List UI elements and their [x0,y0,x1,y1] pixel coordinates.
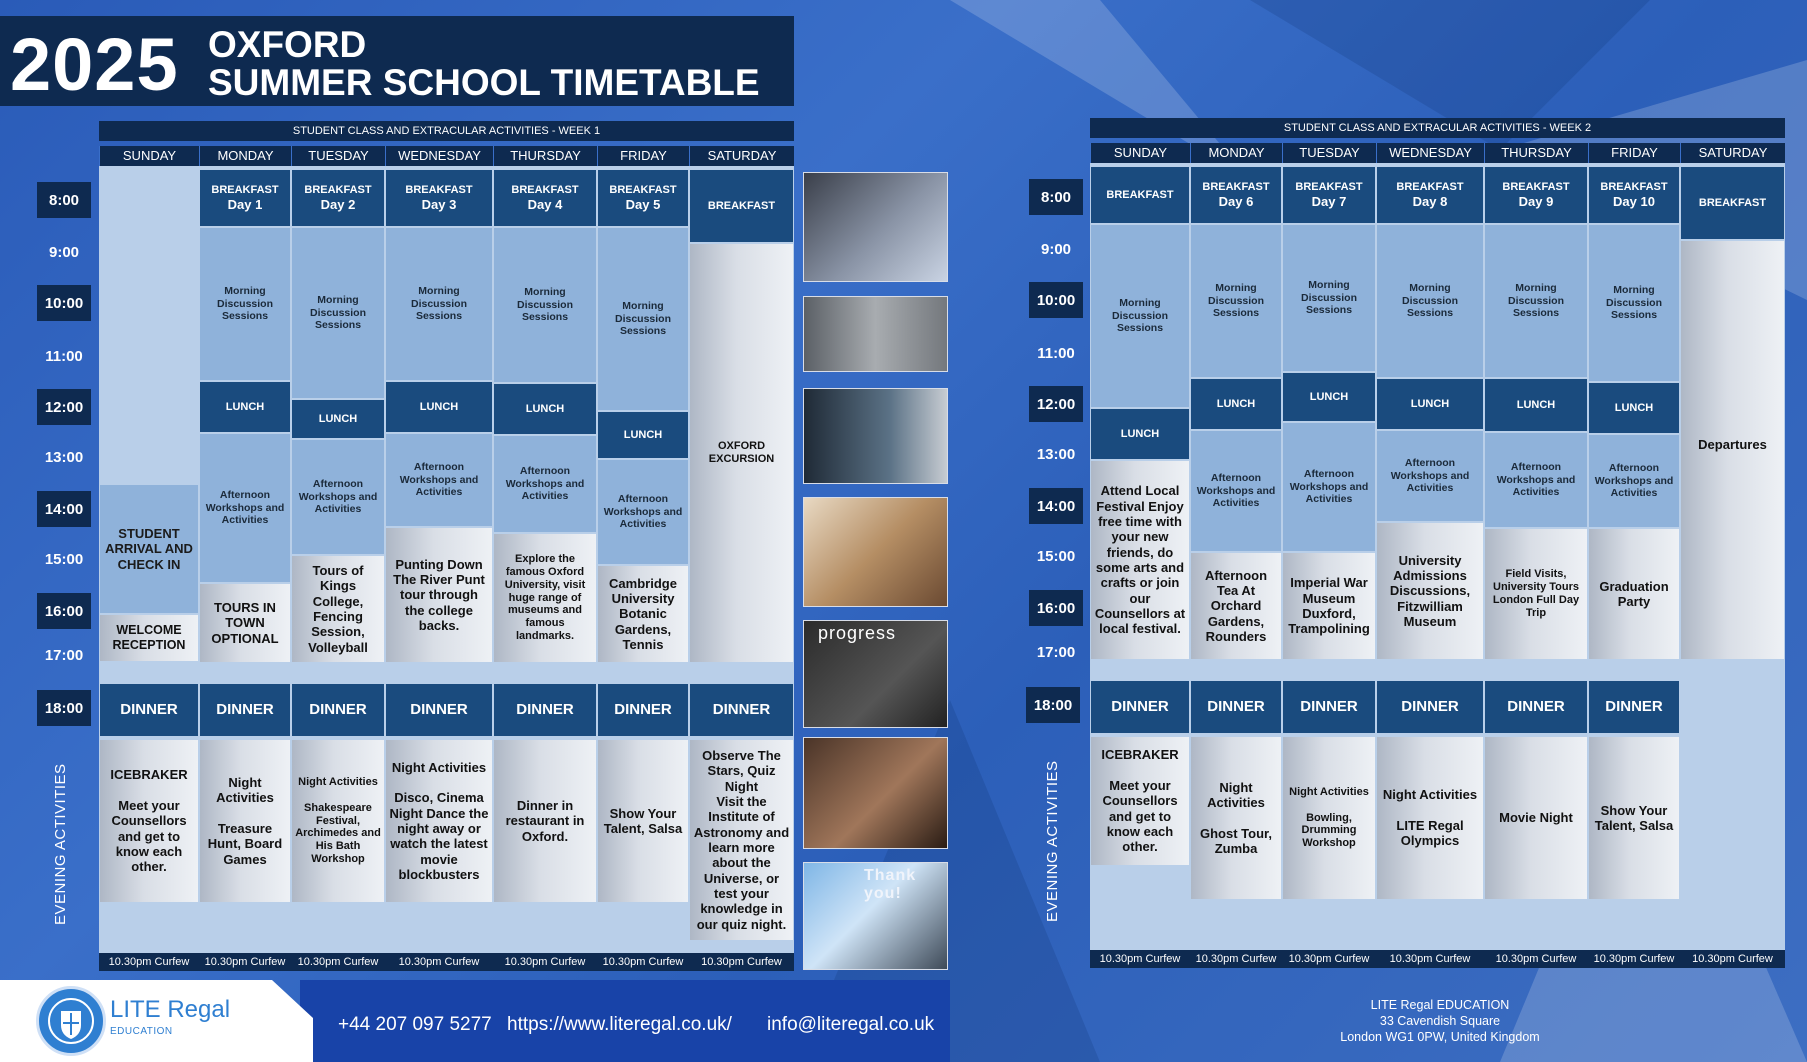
curfew-label: 10.30pm Curfew [493,953,597,971]
breakfast-label: BREAKFAST [405,183,473,196]
time-label: 15:00 [1036,547,1076,565]
breakfast-cell [1191,167,1281,223]
time-label: 13:00 [44,448,84,466]
title-line-1: OXFORD [208,24,367,65]
afternoon-session: Afternoon Workshops and Activities [1589,435,1679,527]
title-banner [0,16,794,106]
afternoon-session: Afternoon Workshops and Activities [598,460,688,564]
day-header: SATURDAY [1680,143,1785,163]
evening-cell: Night Activities Bowling, Drumming Workshop [1283,737,1375,899]
afternoon-session: Afternoon Workshops and Activities [494,436,596,532]
evening-cell: ICEBRAKER Meet your Counsellors and get to know each other. [1091,737,1189,865]
dinner-cell: DINNER [1091,681,1189,733]
morning-session: Morning Discussion Sessions [200,228,290,380]
breakfast-label: BREAKFAST [211,183,279,196]
address-line: London WG1 0PW, United Kingdom [1340,1030,1540,1044]
photo-vr-headset [803,388,948,484]
breakfast-cell [598,170,688,226]
footer-address [1280,997,1600,1045]
sunday-festival: Attend Local Festival Enjoy free time with your new friends, do some arts and crafts or join our Counsellors at local festival. [1091,461,1189,659]
week1-heading: STUDENT CLASS AND EXTRACULAR ACTIVITIES - WEEK 1 [99,121,794,141]
curfew-label: 10.30pm Curfew [1282,950,1376,968]
breakfast-label: BREAKFAST [609,183,677,196]
morning-session: Morning Discussion Sessions [598,228,688,410]
morning-session: Morning Discussion Sessions [386,228,492,380]
evening-cell: ICEBRAKER Meet your Counsellors and get to know each other. [100,740,198,902]
time-label: 17:00 [1036,643,1076,661]
dinner-cell: DINNER [690,684,793,736]
day-number: Day 1 [227,196,263,212]
activity-cell: Graduation Party [1589,529,1679,659]
curfew-label: 10.30pm Curfew [291,953,385,971]
logo-emblem-icon [36,986,106,1056]
time-label: 11:00 [1037,344,1075,362]
dinner-cell: DINNER [292,684,384,736]
lunch-cell: LUNCH [1283,373,1375,421]
day-number: Day 4 [527,196,563,212]
breakfast-label: BREAKFAST [1295,180,1363,193]
address-line: LITE Regal EDUCATION [1370,998,1510,1012]
website-link[interactable]: https://www.literegal.co.uk/ [507,1014,732,1035]
evening-cell: Movie Night [1485,737,1587,899]
lunch-cell: LUNCH [494,384,596,434]
time-label: 13:00 [1036,445,1076,463]
activity-cell: Afternoon Tea At Orchard Gardens, Rounders [1191,553,1281,659]
curfew-label: 10.30pm Curfew [1376,950,1484,968]
time-label: 12:00 [37,389,91,425]
breakfast-cell [1485,167,1587,223]
dinner-cell: DINNER [1377,681,1483,733]
time-label: 8:00 [1029,179,1083,215]
time-label: 8:00 [37,182,91,218]
time-label: 18:00 [1026,687,1080,723]
lunch-cell: LUNCH [386,382,492,432]
day-header: SATURDAY [689,146,794,166]
saturday-excursion: OXFORD EXCURSION [690,244,793,662]
curfew-label: 10.30pm Curfew [385,953,493,971]
morning-session: Morning Discussion Sessions [1283,225,1375,371]
breakfast-cell [1377,167,1483,223]
day-header: FRIDAY [597,146,689,166]
activity-cell: University Admissions Discussions, Fitzwilliam Museum [1377,523,1483,659]
day-number: Day 7 [1311,193,1347,209]
lunch-cell: LUNCH [598,412,688,458]
curfew-label: 10.30pm Curfew [1090,950,1190,968]
morning-session: Morning Discussion Sessions [1589,225,1679,381]
activity-cell: TOURS IN TOWN OPTIONAL [200,584,290,662]
day-header: WEDNESDAY [1376,143,1484,163]
day-header: TUESDAY [1282,143,1376,163]
day-header: WEDNESDAY [385,146,493,166]
logo-subtitle: EDUCATION [110,1026,173,1037]
lunch-cell: LUNCH [200,382,290,432]
day-header: SUNDAY [1090,143,1190,163]
breakfast-cell [1283,167,1375,223]
time-label: 16:00 [1029,590,1083,626]
afternoon-session: Afternoon Workshops and Activities [292,440,384,554]
dinner-cell: DINNER [100,684,198,736]
breakfast-label: BREAKFAST [511,183,579,196]
photo-students-model [803,497,948,607]
afternoon-session: Afternoon Workshops and Activities [1377,431,1483,521]
afternoon-session: Afternoon Workshops and Activities [1283,423,1375,551]
morning-session: Morning Discussion Sessions [1191,225,1281,377]
phone-number[interactable]: +44 207 097 5277 [338,1014,492,1035]
lunch-cell: LUNCH [1377,379,1483,429]
breakfast-label: BREAKFAST [1502,180,1570,193]
day-number: Day 10 [1613,193,1655,209]
dinner-cell: DINNER [1589,681,1679,733]
activity-cell: Tours of Kings College, Fencing Session, Volleyball [292,556,384,662]
evening-cell: Observe The Stars, Quiz Night Visit the Institute of Astronomy and learn more about the Universe, or test your knowledge in our quiz night. [690,740,793,940]
time-label: 10:00 [1029,282,1083,318]
time-label: 15:00 [44,550,84,568]
dinner-cell: DINNER [386,684,492,736]
time-label: 9:00 [48,243,80,261]
dinner-cell: DINNER [1191,681,1281,733]
time-label: 14:00 [37,491,91,527]
breakfast-label: BREAKFAST [304,183,372,196]
breakfast-cell: BREAKFAST [1091,167,1189,223]
day-number: Day 2 [320,196,356,212]
day-header: FRIDAY [1588,143,1680,163]
day-header: THURSDAY [1484,143,1588,163]
curfew-label: 10.30pm Curfew [597,953,689,971]
curfew-label: 10.30pm Curfew [1190,950,1282,968]
photo-workshop [803,296,948,372]
curfew-label: 10.30pm Curfew [1484,950,1588,968]
morning-session: Morning Discussion Sessions [1091,225,1189,407]
afternoon-session: Afternoon Workshops and Activities [386,434,492,526]
lunch-cell: LUNCH [292,400,384,438]
day-header: TUESDAY [291,146,385,166]
sunday-arrival: STUDENT ARRIVAL AND CHECK IN [100,485,198,613]
day-number: Day 9 [1518,193,1554,209]
title-line-2: SUMMER SCHOOL TIMETABLE [208,62,760,103]
day-number: Day 6 [1218,193,1254,209]
breakfast-label: BREAKFAST [1202,180,1270,193]
morning-session: Morning Discussion Sessions [1377,225,1483,377]
dinner-cell: DINNER [494,684,596,736]
evening-cell: Night Activities Treasure Hunt, Board Games [200,740,290,902]
activity-cell: Cambridge University Botanic Gardens, Tennis [598,566,688,662]
evening-activities-label: EVENING ACTIVITIES [1044,760,1061,922]
day-number: Day 3 [421,196,457,212]
day-header: THURSDAY [493,146,597,166]
photo-robotics [803,620,948,728]
dinner-cell: DINNER [200,684,290,736]
day-number: Day 8 [1412,193,1448,209]
lunch-cell: LUNCH [1191,379,1281,429]
photo-certificate [803,862,948,970]
activity-cell: Punting Down The River Punt tour through the college backs. [386,528,492,662]
time-label: 14:00 [1029,488,1083,524]
email-link[interactable]: info@literegal.co.uk [767,1014,935,1035]
morning-session: Morning Discussion Sessions [292,228,384,398]
evening-cell: Night Activities Ghost Tour, Zumba [1191,737,1281,899]
evening-cell: Night Activities Shakespeare Festival, Archimedes and His Bath Workshop [292,740,384,902]
morning-session: Morning Discussion Sessions [494,228,596,382]
lunch-cell: LUNCH [1589,383,1679,433]
time-label: 12:00 [1029,386,1083,422]
evening-cell: Show Your Talent, Salsa [1589,737,1679,899]
curfew-label: 10.30pm Curfew [99,953,199,971]
breakfast-cell [292,170,384,226]
address-line: 33 Cavendish Square [1379,1014,1501,1028]
breakfast-cell [386,170,492,226]
breakfast-cell [200,170,290,226]
day-number: Day 5 [625,196,661,212]
thank-you-text: Thank you! [864,867,917,902]
afternoon-session: Afternoon Workshops and Activities [1191,431,1281,551]
dinner-cell: DINNER [1485,681,1587,733]
week2-heading: STUDENT CLASS AND EXTRACULAR ACTIVITIES - WEEK 2 [1090,118,1785,138]
activity-cell: Explore the famous Oxford University, visit huge range of museums and famous landmarks. [494,534,596,662]
time-label: 11:00 [45,347,83,365]
evening-cell: Night Activities Disco, Cinema Night Dance the night away or watch the latest movie blockbusters [386,740,492,902]
evening-cell: Dinner in restaurant in Oxford. [494,740,596,902]
breakfast-cell: BREAKFAST [1681,167,1784,239]
time-label: 17:00 [44,646,84,664]
photo-classroom [803,172,948,282]
breakfast-cell [494,170,596,226]
day-header: MONDAY [1190,143,1282,163]
day-header: SUNDAY [99,146,199,166]
evening-cell: Show Your Talent, Salsa [598,740,688,902]
day-header: MONDAY [199,146,291,166]
saturday-departures: Departures [1681,241,1784,659]
time-label: 18:00 [37,690,91,726]
curfew-label: 10.30pm Curfew [689,953,794,971]
breakfast-cell [1589,167,1679,223]
dinner-cell: DINNER [1283,681,1375,733]
dinner-cell: DINNER [598,684,688,736]
time-label: 10:00 [37,285,91,321]
activity-cell: Imperial War Museum Duxford, Trampolining [1283,553,1375,659]
curfew-label: 10.30pm Curfew [1588,950,1680,968]
activity-cell: Field Visits, University Tours London Full Day Trip [1485,529,1587,659]
logo-name: LITE Regal [110,996,231,1023]
breakfast-cell: BREAKFAST [690,170,793,242]
time-label: 16:00 [37,593,91,629]
lunch-cell: LUNCH [1485,379,1587,431]
curfew-label: 10.30pm Curfew [199,953,291,971]
evening-activities-label: EVENING ACTIVITIES [52,763,69,925]
lunch-cell: LUNCH [1091,409,1189,459]
time-label: 9:00 [1040,240,1072,258]
photo-hands-craft [803,737,948,849]
breakfast-label: BREAKFAST [1600,180,1668,193]
progress-text: progress [818,623,897,643]
curfew-label: 10.30pm Curfew [1680,950,1785,968]
breakfast-label: BREAKFAST [1396,180,1464,193]
afternoon-session: Afternoon Workshops and Activities [1485,433,1587,527]
evening-cell: Night Activities LITE Regal Olympics [1377,737,1483,899]
title-year: 2025 [10,23,179,106]
sunday-welcome: WELCOME RECEPTION [100,615,198,661]
afternoon-session: Afternoon Workshops and Activities [200,434,290,582]
morning-session: Morning Discussion Sessions [1485,225,1587,377]
